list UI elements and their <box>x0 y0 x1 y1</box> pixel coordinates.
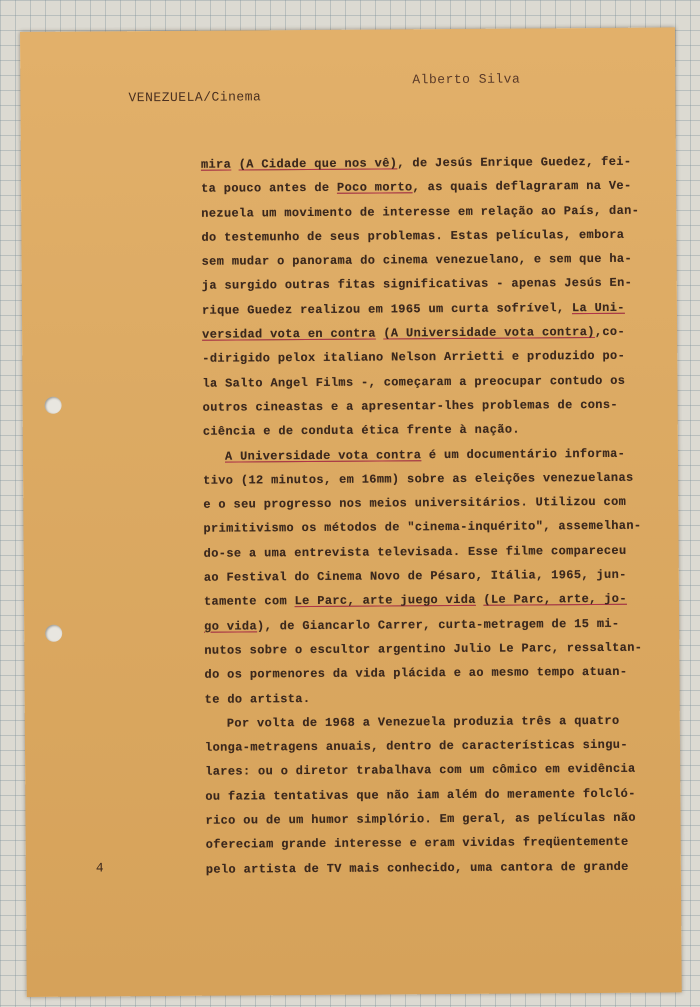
text-line <box>205 806 635 833</box>
text-line <box>206 854 636 881</box>
text-line <box>201 174 631 201</box>
text-run <box>231 157 239 171</box>
text-line <box>203 514 642 541</box>
text-run: tamente com <box>203 594 295 610</box>
text-run: ciência e de conduta ética frente à nação. <box>202 422 520 439</box>
text-run: primitivismo os métodos de "cinema-inquérito", assemelhan- <box>203 519 642 537</box>
text-run: ,co- <box>594 324 626 340</box>
underlined-title: La Uni- <box>571 300 625 315</box>
text-line <box>205 781 635 808</box>
text-run: do-se a uma entrevista televisada. Esse filme compareceu <box>203 543 627 561</box>
underlined-title: (Le Parc, arte, jo- <box>483 592 627 608</box>
text-run: longa-metragens anuais, dentro de características singu- <box>204 737 628 755</box>
underlined-title: Le Parc, arte juego vida <box>294 593 476 609</box>
text-line <box>206 830 636 857</box>
text-run: rique Guedez realizou em 1965 um curta sofrível, <box>201 300 573 318</box>
text-line <box>202 344 632 371</box>
underlined-title: Poco morto <box>336 180 413 196</box>
author-name: Alberto Silva <box>412 71 521 88</box>
text-line <box>201 223 631 250</box>
text-run: e o seu progresso nos meios universitários. Utilizou com <box>203 494 627 512</box>
text-line <box>201 198 640 225</box>
text-line <box>205 709 635 736</box>
document-topic: VENEZUELA/Cinema <box>128 89 262 106</box>
text-line <box>204 538 634 565</box>
text-line <box>202 368 632 395</box>
text-run: lares: ou o diretor trabalhava com um cômico em evidência <box>205 762 636 780</box>
text-line <box>203 490 633 517</box>
typed-page <box>20 27 682 997</box>
text-line <box>203 441 633 468</box>
text-run: ), de Giancarlo Carrer, curta-metragem de 15 mi- <box>256 616 620 634</box>
underlined-title: (A Cidade que nos vê) <box>238 156 398 172</box>
text-line <box>202 296 632 323</box>
text-run: nezuela um movimento de interesse em relação ao País, dan- <box>201 203 640 221</box>
text-line <box>203 393 633 420</box>
text-run: do os pormenores da vida plácida e ao mesmo tempo atuan- <box>204 665 628 682</box>
punch-hole <box>45 397 62 414</box>
text-run: te do artista. <box>204 691 311 707</box>
text-run: é um documentário informa- <box>421 446 626 462</box>
text-line <box>204 611 634 638</box>
text-line <box>203 466 633 493</box>
text-run: nutos sobre o escultor argentino Julio Le Parc, ressaltan- <box>204 640 643 658</box>
text-line <box>205 733 635 760</box>
underlined-title: mira <box>200 157 232 172</box>
text-run: do testemunho de seus problemas. Estas películas, embora <box>201 227 625 245</box>
text-run: outros cineastas e a apresentar-lhes problemas de cons- <box>202 397 618 415</box>
text-run: ta pouco antes de <box>201 181 338 197</box>
text-run: pelo artista de TV mais conhecido, uma cantora de grande <box>205 859 629 877</box>
text-run: rico ou de um humor simplório. Em geral, as películas não <box>205 810 636 828</box>
text-run: Por volta de 1968 a Venezuela produzia três a quatro <box>226 713 620 731</box>
text-line <box>204 563 634 590</box>
text-line <box>204 587 634 614</box>
text-run: , as quais deflagraram na Ve- <box>412 179 632 195</box>
body-text <box>200 150 643 882</box>
text-line <box>204 636 643 663</box>
text-line <box>201 150 631 177</box>
text-run: -dirigido pelox italiano Nelson Arrietti e produzido po- <box>202 349 626 367</box>
text-line <box>204 660 634 687</box>
punch-hole <box>45 625 62 642</box>
text-run: ao Festival do Cinema Novo de Pésaro, Itália, 1965, jun- <box>203 567 627 585</box>
text-run: la Salto Angel Films -, começaram a preocupar contudo os <box>202 373 626 391</box>
text-line <box>205 757 635 784</box>
text-run: sem mudar o panorama do cinema venezuelano, e sem que ha- <box>201 251 633 269</box>
underlined-title: A Universidade vota contra <box>224 447 422 464</box>
underlined-title: go vida <box>204 619 258 634</box>
text-line <box>202 271 632 298</box>
text-run: tivo (12 minutos, em 16mm) sobre as eleições venezuelanas <box>203 470 634 488</box>
underlined-title: versidad vota en contra <box>202 326 376 342</box>
text-run: ofereciam grande interesse e eram vividas freqüentemente <box>205 835 629 853</box>
text-run: , de Jesús Enrique Guedez, fei- <box>397 154 632 171</box>
page-number: 4 <box>95 860 104 876</box>
text-line <box>203 417 633 444</box>
text-line <box>202 320 632 347</box>
underlined-title: (A Universidade vota contra) <box>383 325 595 341</box>
text-run: ou fazia tentativas que não iam além do meramente folcló- <box>205 786 636 804</box>
text-line <box>205 684 635 711</box>
text-line <box>202 247 632 274</box>
text-run: ja surgido outras fitas significativas - apenas Jesús En- <box>201 276 633 294</box>
